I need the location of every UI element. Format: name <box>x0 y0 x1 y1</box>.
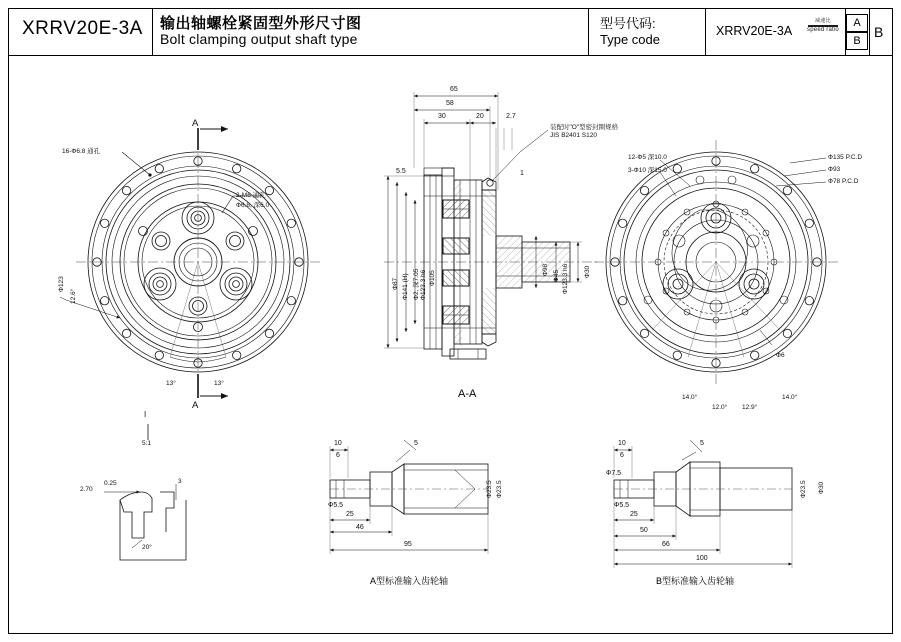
dim-phi87: Ф87 <box>392 277 399 290</box>
detail-dim-20deg: 20° <box>142 544 152 551</box>
section-mark-a-bottom: A <box>192 400 199 411</box>
revision-letter: B <box>874 24 884 40</box>
right-rear-view <box>594 140 841 384</box>
oring-note-line1: 装配时"O"型密封圈规格 <box>550 124 619 131</box>
angle-12-left: 12.0° <box>712 404 728 411</box>
note-12-holes: 12-Ф5 深10.0 <box>628 154 667 161</box>
revision-cell-a: A <box>846 14 868 32</box>
shaft-b-dim-phi23-5: Ф23.5 <box>800 480 807 498</box>
shaft-a-caption: A型标准输入齿轮轴 <box>370 576 449 586</box>
dim-phi141: Ф141 (H) <box>402 273 409 300</box>
shaft-b-dim-phi30: Ф30 <box>818 481 825 494</box>
drawing-title-cn: 输出轴螺栓紧固型外形尺寸图 <box>160 15 362 32</box>
detail-dim-3: 3 <box>178 478 182 485</box>
dim-1: 1 <box>520 170 524 177</box>
angle-14-right: 14.0° <box>782 394 798 401</box>
dim-angle-13-left: 13° <box>166 380 176 387</box>
shaft-b-dim-50: 50 <box>640 527 648 534</box>
drawing-title-en: Bolt clamping output shaft type <box>160 31 358 47</box>
section-mark-a-top: A <box>192 118 199 129</box>
shaft-a-dim-phi23-5-a: Ф23.5 <box>496 480 503 498</box>
left-front-view <box>60 128 320 398</box>
shaft-a-dim-95: 95 <box>404 541 412 548</box>
note-16-holes: 16-Ф6.8 通孔 <box>62 148 101 155</box>
section-caption: A-A <box>458 388 477 400</box>
dim-65: 65 <box>450 86 458 93</box>
type-code-label-en: Type code <box>600 32 660 47</box>
dim-phi123-h6-right: Ф123.3 h6 <box>562 263 569 294</box>
note-pcd-135: Ф135 P.C.D <box>828 154 863 161</box>
dim-phi123: Ф123 <box>58 276 65 292</box>
dim-phi30: Ф30 <box>584 265 591 278</box>
input-shaft-a <box>330 440 488 554</box>
bearing-lower <box>443 270 469 324</box>
shaft-a-dim-phi5-5: Ф5.5 <box>328 502 344 509</box>
dim-phi2-depth: Ф2, 深7.05 <box>413 268 420 300</box>
type-code-label-cn: 型号代码: <box>600 16 656 31</box>
detail-label-i: I <box>144 410 147 419</box>
shaft-b-dim-66: 66 <box>662 541 670 548</box>
note-2-m6-depth: Ф6.8, 深6.0 <box>236 202 270 209</box>
note-pcd-78: Ф78 P.C.D <box>828 178 859 185</box>
shaft-a-dim-phi23-5-b: Ф23.5 <box>486 480 493 498</box>
dim-2-7: 2.7 <box>506 113 516 120</box>
shaft-b-dim-100: 100 <box>696 555 708 562</box>
type-code-value: XRRV20E-3A <box>716 24 793 38</box>
logo-text-cn: 减速比 <box>815 18 831 24</box>
shaft-b-dim-phi5-5: Ф5.5 <box>614 502 630 509</box>
detail-scale: 5:1 <box>142 440 152 447</box>
revision-cell-b: B <box>846 32 868 50</box>
dim-phi105: Ф105 <box>429 270 436 286</box>
shaft-b-dim-phi7-5: Ф7.5 <box>606 470 622 477</box>
dim-58: 58 <box>446 100 454 107</box>
bearing-upper <box>443 200 469 254</box>
dim-angle-13-right: 13° <box>214 380 224 387</box>
dim-30: 30 <box>438 113 446 120</box>
shaft-a-dim-5: 5 <box>414 440 418 447</box>
angle-12-9: 12.9° <box>742 404 758 411</box>
dim-phi45: Ф45 <box>553 269 560 282</box>
dim-20: 20 <box>476 113 484 120</box>
detail-dim-0-25: 0.25 <box>104 480 117 487</box>
note-phi93: Ф93 <box>828 166 841 173</box>
model-number: XRRV20E-3A <box>22 18 143 39</box>
shaft-b-dim-6: 6 <box>620 452 624 459</box>
shaft-a-dim-6: 6 <box>336 452 340 459</box>
shaft-a-dim-46: 46 <box>356 524 364 531</box>
shaft-b-caption: B型标准输入齿轮轴 <box>656 576 735 586</box>
dim-angle-12-6: 12.6° <box>70 288 77 304</box>
note-phi6: Ф6 <box>776 352 785 359</box>
detail-dim-2-70: 2.70 <box>80 486 93 493</box>
shaft-b-dim-10: 10 <box>618 440 626 447</box>
shaft-a-dim-25: 25 <box>346 511 354 518</box>
shaft-a-dim-10: 10 <box>334 440 342 447</box>
dim-5-5: 5.5 <box>396 168 406 175</box>
shaft-b-dim-5: 5 <box>700 440 704 447</box>
angle-14-left: 14.0° <box>682 394 698 401</box>
note-2-m6: 2-M6 通孔 <box>236 192 266 199</box>
input-shaft-b <box>614 440 792 568</box>
dim-phi98: Ф98 <box>542 263 549 276</box>
dim-phi123-h6-left: Ф123.3 h6 <box>420 269 427 300</box>
note-3-holes: 3-Ф10 深15.0 <box>628 167 667 174</box>
shaft-b-dim-25: 25 <box>630 511 638 518</box>
logo-text-en: speed ratio <box>807 27 839 33</box>
oring-note-line2: JIS B2401 S120 <box>550 132 597 139</box>
